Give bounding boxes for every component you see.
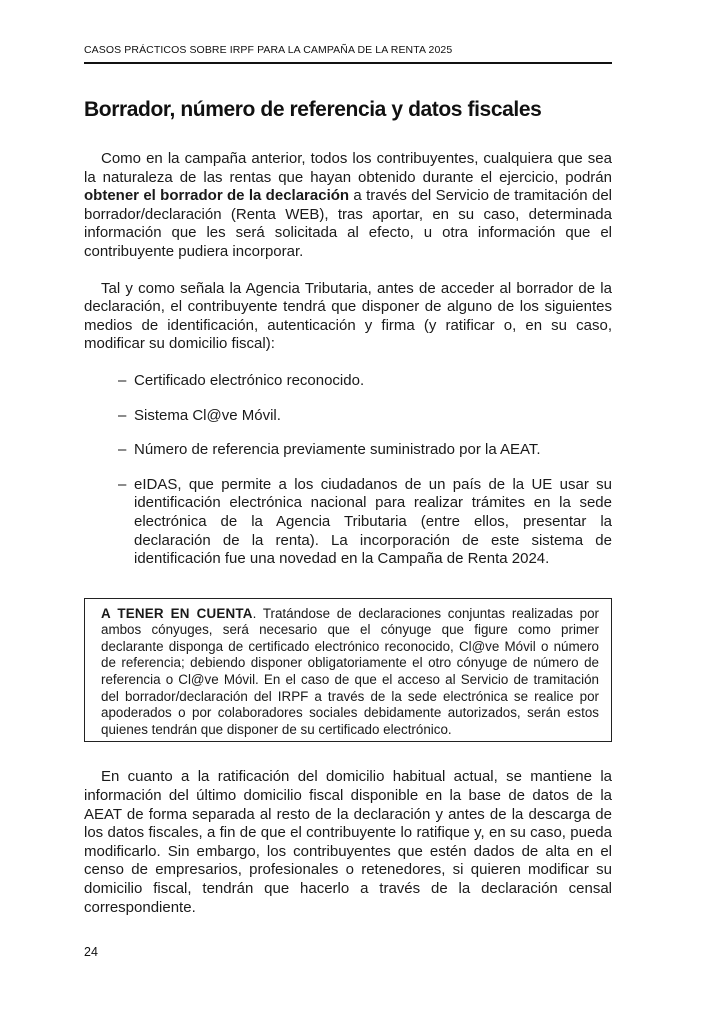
- list-item-text: eIDAS, que permite a los ciudadanos de un país de la UE usar su identificación electrónica nacional para realizar trámites en la sede electrónica de la Agencia Tributaria (entre ellos, presentar la declaración de la renta). La incorporación de este sistema de identificación fue una novedad en la Campaña de Renta 2024.: [134, 475, 612, 568]
- dash-bullet: –: [118, 475, 127, 493]
- paragraph-borrador-start: Como en la campaña anterior, todos los contribuyentes, cualquiera que sea la naturaleza de las rentas que hayan obtenido durante el ejercicio, podrán: [84, 150, 612, 186]
- body-text: [84, 150, 612, 917]
- list-item: [84, 476, 612, 569]
- section-title: Borrador, número de referencia y datos fiscales: [84, 98, 542, 121]
- list-item-text: Número de referencia previamente suministrado por la AEAT.: [134, 441, 541, 459]
- dash-bullet: –: [118, 441, 127, 459]
- page-number: 24: [84, 945, 98, 959]
- running-header: CASOS PRÁCTICOS SOBRE IRPF PARA LA CAMPAÑA DE LA RENTA 2025: [84, 44, 612, 64]
- list-item-text: Sistema Cl@ve Móvil.: [134, 406, 281, 424]
- note-label: A TENER EN CUENTA: [101, 605, 253, 621]
- paragraph-domicilio: En cuanto a la ratificación del domicilio habitual actual, se mantiene la información del último domicilio fiscal disponible en la base de datos de la AEAT de forma separada al resto de la declaración y antes de la descarga de los datos fiscales, a fin de que el contribuyente lo ratifique y, en su caso, pueda modificarlo. Sin embargo, los contribuyentes que estén dados de alta en el censo de empresarios, profesionales o retenedores, si quieren modificar su domicilio fiscal, tendrán que hacerlo a través de la declaración censal correspondiente.: [84, 768, 612, 916]
- list-item: [84, 441, 612, 460]
- bold-emphasis: obtener el borrador de la declaración: [84, 187, 350, 205]
- list-item: [84, 407, 612, 426]
- dash-bullet: –: [118, 406, 127, 424]
- paragraph-borrador: [84, 150, 612, 262]
- dash-bullet: –: [118, 371, 127, 389]
- note-text: . Tratándose de declaraciones conjuntas realizadas por ambos cónyuges, será necesario que el cónyuge que figure como primer declarante disponga de certificado electrónico reconocido, Cl@ve Móvil o número de referencia; debiendo disponer obligatoriamente el otro cónyuge de número de referencia o Cl@ve Móvil. En el caso de que el acceso al Servicio de tramitación del borrador/declaración del IRPF a través de la sede electrónica se realice por apoderados o por colaboradores sociales debidamente autorizados, serán estos quienes tendrán que disponer de su certificado electrónico.: [101, 605, 599, 737]
- paragraph-identificacion: Tal y como señala la Agencia Tributaria, antes de acceder al borrador de la declaración, el contribuyente tendrá que disponer de alguno de los siguientes medios de identificación, autenticación y firma (y ratificar o, en su caso, modificar su domicilio fiscal):: [84, 279, 612, 353]
- paragraph-borrador-end: a través del Servicio de tramitación del borrador/declaración (Renta WEB), tras aportar, en su caso, determinada información que les será solicitada al efecto, u otra información que el contribuyente pudiera incorporar.: [84, 187, 612, 260]
- list-item-text: Certificado electrónico reconocido.: [134, 371, 365, 389]
- note-box: [84, 598, 612, 743]
- identification-methods-list: [84, 372, 612, 569]
- list-item: [84, 372, 612, 391]
